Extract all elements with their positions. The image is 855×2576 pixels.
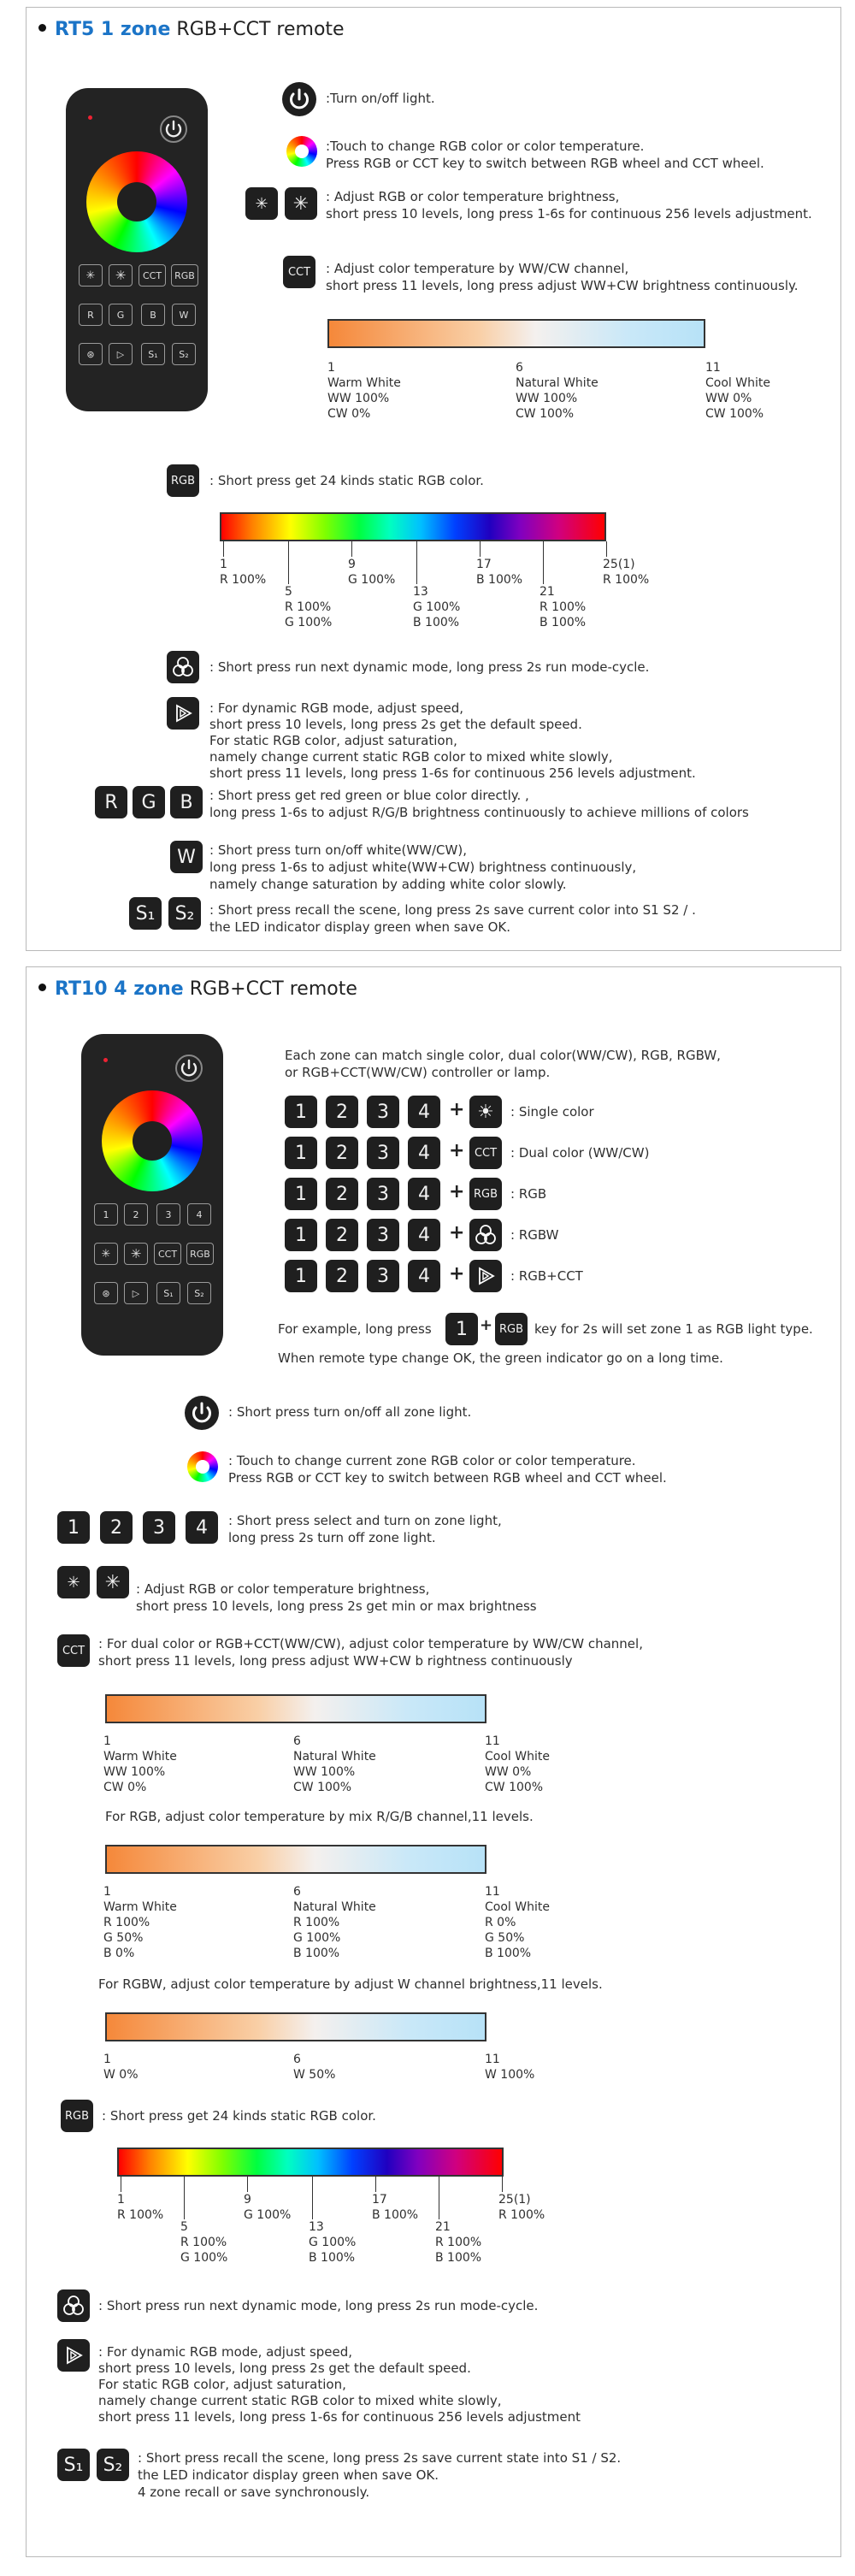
rgb-cct-scale-l1: Cool White: [485, 1900, 550, 1914]
rt10-brightness-desc-1: : Adjust RGB or color temperature brightness,: [136, 1581, 430, 1597]
rt5-cct-desc-1: : Adjust color temperature by WW/CW channel,: [326, 261, 629, 276]
rt10-intro-1: Each zone can match single color, dual color(WW/CW), RGB, RGBW,: [285, 1048, 721, 1063]
scale-tick: [502, 2177, 503, 2192]
rt5-panel: [26, 7, 841, 951]
rgb-cct-scale-l3: G 50%: [485, 1931, 525, 1945]
cct-scale-n: 6: [516, 361, 523, 375]
combo-label: : Dual color (WW/CW): [510, 1145, 650, 1161]
remote-r-key: R: [79, 304, 103, 326]
rt5-w-desc-1: : Short press turn on/off white(WW/CW),: [209, 842, 467, 858]
rgb-cct-scale-n: 11: [485, 1885, 500, 1899]
rt5-speed-desc-4: namely change current static RGB color to mixed white slowly,: [209, 749, 613, 765]
zone-3-key: 3: [367, 1219, 399, 1251]
remote-zone-key: 3: [156, 1203, 180, 1226]
plus-sign: +: [449, 1140, 465, 1161]
w-key: W: [170, 841, 203, 873]
rgb-cct-scale-l2: R 0%: [485, 1916, 516, 1929]
rgb-scale-v: R 100%: [603, 573, 650, 587]
rgbw-scale-v: W 100%: [485, 2068, 535, 2082]
rt10-intro-2: or RGB+CCT(WW/CW) controller or lamp.: [285, 1065, 551, 1080]
example-text-pre: For example, long press: [278, 1321, 432, 1337]
rgb-cct-scale-l2: R 100%: [293, 1916, 340, 1929]
cct-scale-l2: WW 100%: [516, 392, 578, 405]
remote-speed-icon: ▷: [109, 343, 133, 365]
rgb-scale-v: R 100%: [435, 2236, 482, 2249]
color-wheel-key-icon: [286, 136, 317, 167]
remote-zone-key: 1: [94, 1203, 118, 1226]
rt10-brightness-desc-2: short press 10 levels, long press 2s get min or max brightness: [136, 1598, 537, 1614]
remote-mode-icon: ⊛: [79, 343, 103, 365]
cct-scale-l3: CW 0%: [327, 407, 371, 421]
scale-tick: [480, 541, 481, 557]
remote-s2-key: S₂: [187, 1282, 211, 1304]
rgb-scale-v: G 100%: [309, 2236, 357, 2249]
brightness-key-icon: ☀: [469, 1096, 502, 1128]
rgb-key: RGB: [61, 2100, 93, 2132]
indicator-led: [88, 115, 92, 120]
rgb-scale-v: G 100%: [244, 2208, 292, 2222]
cct-scale-n: 6: [293, 1734, 301, 1748]
cct-scale-n: 11: [485, 1734, 500, 1748]
cct-scale-n: 1: [327, 361, 335, 375]
rt10-remote-image: [81, 1034, 223, 1356]
rt10-speed-desc-2: short press 10 levels, long press 2s get the default speed.: [98, 2360, 471, 2376]
example-zone-1-key: 1: [445, 1313, 478, 1345]
rgb-scale-n: 17: [476, 558, 492, 571]
speed-key-icon: [57, 2339, 90, 2372]
rt5-wheel-desc-2: Press RGB or CCT key to switch between RGB wheel and CCT wheel.: [326, 156, 764, 171]
rgb-gradient-bar: [117, 2148, 504, 2177]
rt10-cct-desc-1: : For dual color or RGB+CCT(WW/CW), adjust color temperature by WW/CW channel,: [98, 1636, 643, 1651]
remote-s1-key: S₁: [141, 343, 165, 365]
zone-4-key: 4: [408, 1096, 440, 1128]
indicator-led: [103, 1058, 108, 1062]
scale-tick: [288, 541, 289, 584]
rgb-gradient-bar: [220, 512, 606, 541]
rgbw-scale-v: W 0%: [103, 2068, 139, 2082]
brightness-down-icon: ✳: [94, 1243, 118, 1265]
brightness-up-icon: ✳: [109, 264, 133, 287]
cct-scale-l3: CW 100%: [516, 407, 575, 421]
cct-key: CCT: [283, 256, 315, 288]
rgb-scale-v: R 100%: [220, 573, 267, 587]
rgb-scale-v: R 100%: [117, 2208, 164, 2222]
rgb-cct-scale-l1: Warm White: [103, 1900, 177, 1914]
cct-scale-l3: CW 100%: [293, 1781, 352, 1794]
zone-4-key: 4: [408, 1219, 440, 1251]
cct-scale-l2: WW 100%: [293, 1765, 356, 1779]
rgb-cct-scale-l1: Natural White: [293, 1900, 376, 1914]
scale-tick: [223, 541, 224, 557]
rgb-scale-n: 17: [372, 2193, 387, 2207]
rt5-speed-desc-1: : For dynamic RGB mode, adjust speed,: [209, 700, 464, 716]
s1-key: S₁: [57, 2449, 90, 2481]
power-icon: [174, 1053, 204, 1084]
remote-w-key: W: [172, 304, 196, 326]
rgb-cct-scale-l4: B 0%: [103, 1947, 135, 1960]
cct-scale-l2: WW 100%: [103, 1765, 166, 1779]
example-text-line2: When remote type change OK, the green indicator go on a long time.: [278, 1350, 723, 1366]
zone-3-key: 3: [367, 1096, 399, 1128]
rgb-scale-v: B 100%: [309, 2251, 356, 2265]
rgb-key: RGB: [167, 464, 199, 497]
zone-3-key: 3: [367, 1178, 399, 1210]
rgbw-scale-n: 11: [485, 2053, 500, 2066]
remote-s2-key: S₂: [172, 343, 196, 365]
remote-mode-icon: ⊛: [94, 1282, 118, 1304]
rt5-wheel-desc-1: :Touch to change RGB color or color temperature.: [326, 139, 645, 154]
brightness-down-key-icon: ✳: [245, 187, 278, 220]
plus-sign: +: [449, 1099, 465, 1120]
color-wheel-icon: [102, 1090, 203, 1191]
rgb-scale-n: 25(1): [603, 558, 635, 571]
rt10-speed-desc-1: : For dynamic RGB mode, adjust speed,: [98, 2344, 353, 2360]
zone-4-key: 4: [408, 1178, 440, 1210]
rgb-scale-n: 13: [309, 2220, 324, 2234]
rt10-scene-desc-2: the LED indicator display green when save OK.: [138, 2467, 439, 2483]
combo-label: : RGB: [510, 1186, 547, 1202]
rt10-title: RT10 4 zone RGB+CCT remote: [38, 978, 357, 1001]
zone-3-key: 3: [143, 1511, 175, 1544]
rgb-scale-n: 5: [285, 585, 292, 599]
rt5-speed-desc-3: For static RGB color, adjust saturation,: [209, 733, 457, 748]
rgb-cct-scale-n: 1: [103, 1885, 111, 1899]
zone-2-key: 2: [326, 1260, 358, 1292]
cct-scale-l2: WW 0%: [705, 392, 752, 405]
plus-sign: +: [449, 1263, 465, 1285]
zone-1-key: 1: [285, 1219, 317, 1251]
rt10-scene-desc-3: 4 zone recall or save synchronously.: [138, 2484, 370, 2500]
rt10-zone-desc-1: : Short press select and turn on zone light,: [228, 1513, 502, 1528]
zone-1-key: 1: [285, 1137, 317, 1169]
scale-tick: [247, 2177, 248, 2192]
rgb-scale-n: 21: [540, 585, 555, 599]
scale-tick: [606, 541, 607, 557]
rgbw-title: For RGBW, adjust color temperature by adjust W channel brightness,11 levels.: [98, 1976, 603, 1992]
rgbw-scale-n: 1: [103, 2053, 111, 2066]
cct-scale-l3: CW 0%: [103, 1781, 147, 1794]
rgb-scale-v: B 100%: [372, 2208, 419, 2222]
zone-2-key: 2: [326, 1178, 358, 1210]
bullet-icon: [38, 984, 46, 991]
cct-key: CCT: [57, 1634, 90, 1667]
rt5-speed-desc-5: short press 11 levels, long press 1-6s for continuous 256 levels adjustment.: [209, 765, 696, 781]
cct-scale-l1: Cool White: [485, 1750, 550, 1764]
brightness-up-key-icon: ✳: [285, 187, 317, 220]
scale-tick: [543, 541, 544, 584]
rgb-cct-title: For RGB, adjust color temperature by mix R/G/B channel,11 levels.: [105, 1809, 534, 1824]
rt5-title: RT5 1 zone RGB+CCT remote: [38, 18, 345, 42]
rt10-speed-desc-3: For static RGB color, adjust saturation,: [98, 2377, 346, 2392]
rt5-power-desc: :Turn on/off light.: [326, 91, 435, 106]
mode-key-icon: [57, 2289, 90, 2322]
cct-gradient-bar: [327, 319, 705, 348]
remote-cct-key: CCT: [139, 264, 166, 287]
rgb-scale-n: 9: [348, 558, 356, 571]
remote-rgb-key: RGB: [171, 264, 198, 287]
rt5-w-desc-2: long press 1-6s to adjust white(WW+CW) brightness continuously,: [209, 860, 637, 875]
rgb-scale-n: 13: [413, 585, 428, 599]
rgb-cct-scale-n: 6: [293, 1885, 301, 1899]
rgb-scale-n: 5: [180, 2220, 188, 2234]
brightness-down-key-icon: ✳: [57, 1566, 90, 1598]
cct-scale-l1: Natural White: [516, 376, 598, 390]
mode-key-icon: [469, 1219, 502, 1251]
rgb-cct-scale-l3: G 50%: [103, 1931, 144, 1945]
cct-scale-l3: CW 100%: [485, 1781, 544, 1794]
speed-key-icon: [469, 1260, 502, 1292]
rt10-zone-desc-2: long press 2s turn off zone light.: [228, 1530, 436, 1545]
s2-key: S₂: [168, 897, 201, 930]
example-rgb-key: RGB: [495, 1313, 528, 1345]
rt5-w-desc-3: namely change saturation by adding white color slowly.: [209, 877, 567, 892]
rt5-scene-desc-2: the LED indicator display green when save OK.: [209, 919, 511, 935]
zone-1-key: 1: [285, 1260, 317, 1292]
zone-2-key: 2: [326, 1137, 358, 1169]
plus-sign: +: [480, 1316, 493, 1334]
rgbw-gradient-bar: [105, 2012, 486, 2041]
rgb-scale-v: B 100%: [435, 2251, 482, 2265]
cct-gradient-bar: [105, 1694, 486, 1723]
rgb-scale-v: B 100%: [413, 616, 460, 629]
rgb-scale-n: 25(1): [498, 2193, 531, 2207]
rt10-scene-desc-1: : Short press recall the scene, long press 2s save current state into S1 / S2.: [138, 2450, 622, 2466]
combo-label: : RGBW: [510, 1227, 559, 1243]
remote-s1-key: S₁: [156, 1282, 180, 1304]
cct-scale-l1: Warm White: [103, 1750, 177, 1764]
power-key-icon: [281, 81, 317, 117]
rgb-scale-v: R 100%: [285, 600, 332, 614]
rt10-rgb-desc: : Short press get 24 kinds static RGB color.: [102, 2108, 376, 2124]
rgb-scale-v: R 100%: [180, 2236, 227, 2249]
rgbw-scale-n: 6: [293, 2053, 301, 2066]
rgbw-scale-v: W 50%: [293, 2068, 336, 2082]
remote-g-key: G: [109, 304, 133, 326]
combo-label: : Single color: [510, 1104, 594, 1120]
zone-2-key: 2: [100, 1511, 133, 1544]
rgb-key: RGB: [469, 1178, 502, 1210]
s1-key: S₁: [129, 897, 162, 930]
brightness-up-key-icon: ✳: [97, 1566, 129, 1598]
rgb-scale-v: G 100%: [180, 2251, 228, 2265]
speed-key-icon: [167, 697, 199, 730]
cct-scale-l1: Warm White: [327, 376, 401, 390]
power-key-icon: [184, 1395, 220, 1431]
rt5-mode-desc: : Short press run next dynamic mode, long press 2s run mode-cycle.: [209, 659, 650, 675]
zone-2-key: 2: [326, 1219, 358, 1251]
rt5-speed-desc-2: short press 10 levels, long press 2s get the default speed.: [209, 717, 582, 732]
zone-1-key: 1: [57, 1511, 90, 1544]
rt10-wheel-desc-2: Press RGB or CCT key to switch between RGB wheel and CCT wheel.: [228, 1470, 667, 1486]
rt10-speed-desc-4: namely change current static RGB color to mixed white slowly,: [98, 2393, 502, 2408]
scale-tick: [184, 2177, 185, 2219]
brightness-down-icon: ✳: [79, 264, 103, 287]
zone-3-key: 3: [367, 1137, 399, 1169]
rgb-scale-v: B 100%: [540, 616, 587, 629]
cct-scale-l2: WW 0%: [485, 1765, 532, 1779]
plus-sign: +: [449, 1181, 465, 1202]
cct-scale-l3: CW 100%: [705, 407, 764, 421]
zone-1-key: 1: [285, 1178, 317, 1210]
zone-4-key: 4: [408, 1137, 440, 1169]
rgb-cct-scale-l4: B 100%: [293, 1947, 340, 1960]
rt5-rgbkeys-desc-2: long press 1-6s to adjust R/G/B brightness continuously to achieve millions of colors: [209, 805, 749, 820]
remote-rgb-key: RGB: [186, 1243, 214, 1265]
rgb-cct-scale-l3: G 100%: [293, 1931, 341, 1945]
rt5-brightness-desc-1: : Adjust RGB or color temperature brightness,: [326, 189, 620, 204]
rgb-scale-v: R 100%: [540, 600, 587, 614]
rgb-cct-scale-l4: B 100%: [485, 1947, 532, 1960]
remote-zone-key: 4: [187, 1203, 211, 1226]
rgb-scale-n: 1: [117, 2193, 125, 2207]
rgb-cct-scale-l2: R 100%: [103, 1916, 150, 1929]
remote-zone-key: 2: [124, 1203, 148, 1226]
rgb-scale-n: 1: [220, 558, 227, 571]
power-icon: [158, 114, 189, 145]
g-key: G: [133, 786, 165, 818]
rgb-scale-v: R 100%: [498, 2208, 545, 2222]
rt5-rgb-desc: : Short press get 24 kinds static RGB color.: [209, 473, 484, 488]
rt10-cct-desc-2: short press 11 levels, long press adjust WW+CW b rightness continuously: [98, 1653, 573, 1669]
color-wheel-key-icon: [187, 1451, 218, 1482]
zone-1-key: 1: [285, 1096, 317, 1128]
scale-tick: [312, 2177, 313, 2219]
remote-b-key: B: [141, 304, 165, 326]
scale-tick: [375, 2177, 376, 2192]
rt10-mode-desc: : Short press run next dynamic mode, long press 2s run mode-cycle.: [98, 2298, 539, 2313]
rgb-cct-gradient-bar: [105, 1845, 486, 1874]
rgb-scale-v: G 100%: [348, 573, 396, 587]
scale-tick: [351, 541, 352, 557]
zone-4-key: 4: [186, 1511, 218, 1544]
rt10-panel: [26, 966, 841, 2557]
rt5-brightness-desc-2: short press 10 levels, long press 1-6s for continuous 256 levels adjustment.: [326, 206, 812, 222]
cct-scale-l1: Cool White: [705, 376, 770, 390]
cct-scale-n: 11: [705, 361, 721, 375]
zone-2-key: 2: [326, 1096, 358, 1128]
remote-cct-key: CCT: [154, 1243, 181, 1265]
rgb-scale-v: G 100%: [413, 600, 461, 614]
mode-key-icon: [167, 651, 199, 683]
combo-label: : RGB+CCT: [510, 1268, 583, 1284]
cct-key: CCT: [469, 1137, 502, 1169]
cct-scale-n: 1: [103, 1734, 111, 1748]
b-key: B: [170, 786, 203, 818]
rgb-scale-n: 21: [435, 2220, 451, 2234]
rt10-wheel-desc-1: : Touch to change current zone RGB color or color temperature.: [228, 1453, 636, 1468]
rgb-scale-n: 9: [244, 2193, 251, 2207]
rgb-scale-v: B 100%: [476, 573, 523, 587]
remote-speed-icon: ▷: [124, 1282, 148, 1304]
rt10-speed-desc-5: short press 11 levels, long press 1-6s for continuous 256 levels adjustment: [98, 2409, 581, 2425]
r-key: R: [95, 786, 127, 818]
rt5-cct-desc-2: short press 11 levels, long press adjust WW+CW brightness continuously.: [326, 278, 799, 293]
rgb-scale-v: G 100%: [285, 616, 333, 629]
s2-key: S₂: [97, 2449, 129, 2481]
zone-3-key: 3: [367, 1260, 399, 1292]
brightness-up-icon: ✳: [124, 1243, 148, 1265]
rt5-remote-image: [66, 88, 208, 411]
plus-sign: +: [449, 1222, 465, 1244]
rt5-rgbkeys-desc-1: : Short press get red green or blue color directly. ,: [209, 788, 529, 803]
bullet-icon: [38, 24, 46, 32]
color-wheel-icon: [86, 151, 187, 252]
rt10-power-desc: : Short press turn on/off all zone light.: [228, 1404, 472, 1420]
example-text-post: key for 2s will set zone 1 as RGB light type.: [534, 1321, 813, 1337]
cct-scale-l1: Natural White: [293, 1750, 376, 1764]
cct-scale-l2: WW 100%: [327, 392, 390, 405]
scale-tick: [416, 541, 417, 584]
rt5-scene-desc-1: : Short press recall the scene, long press 2s save current color into S1 S2 / .: [209, 902, 696, 918]
zone-4-key: 4: [408, 1260, 440, 1292]
